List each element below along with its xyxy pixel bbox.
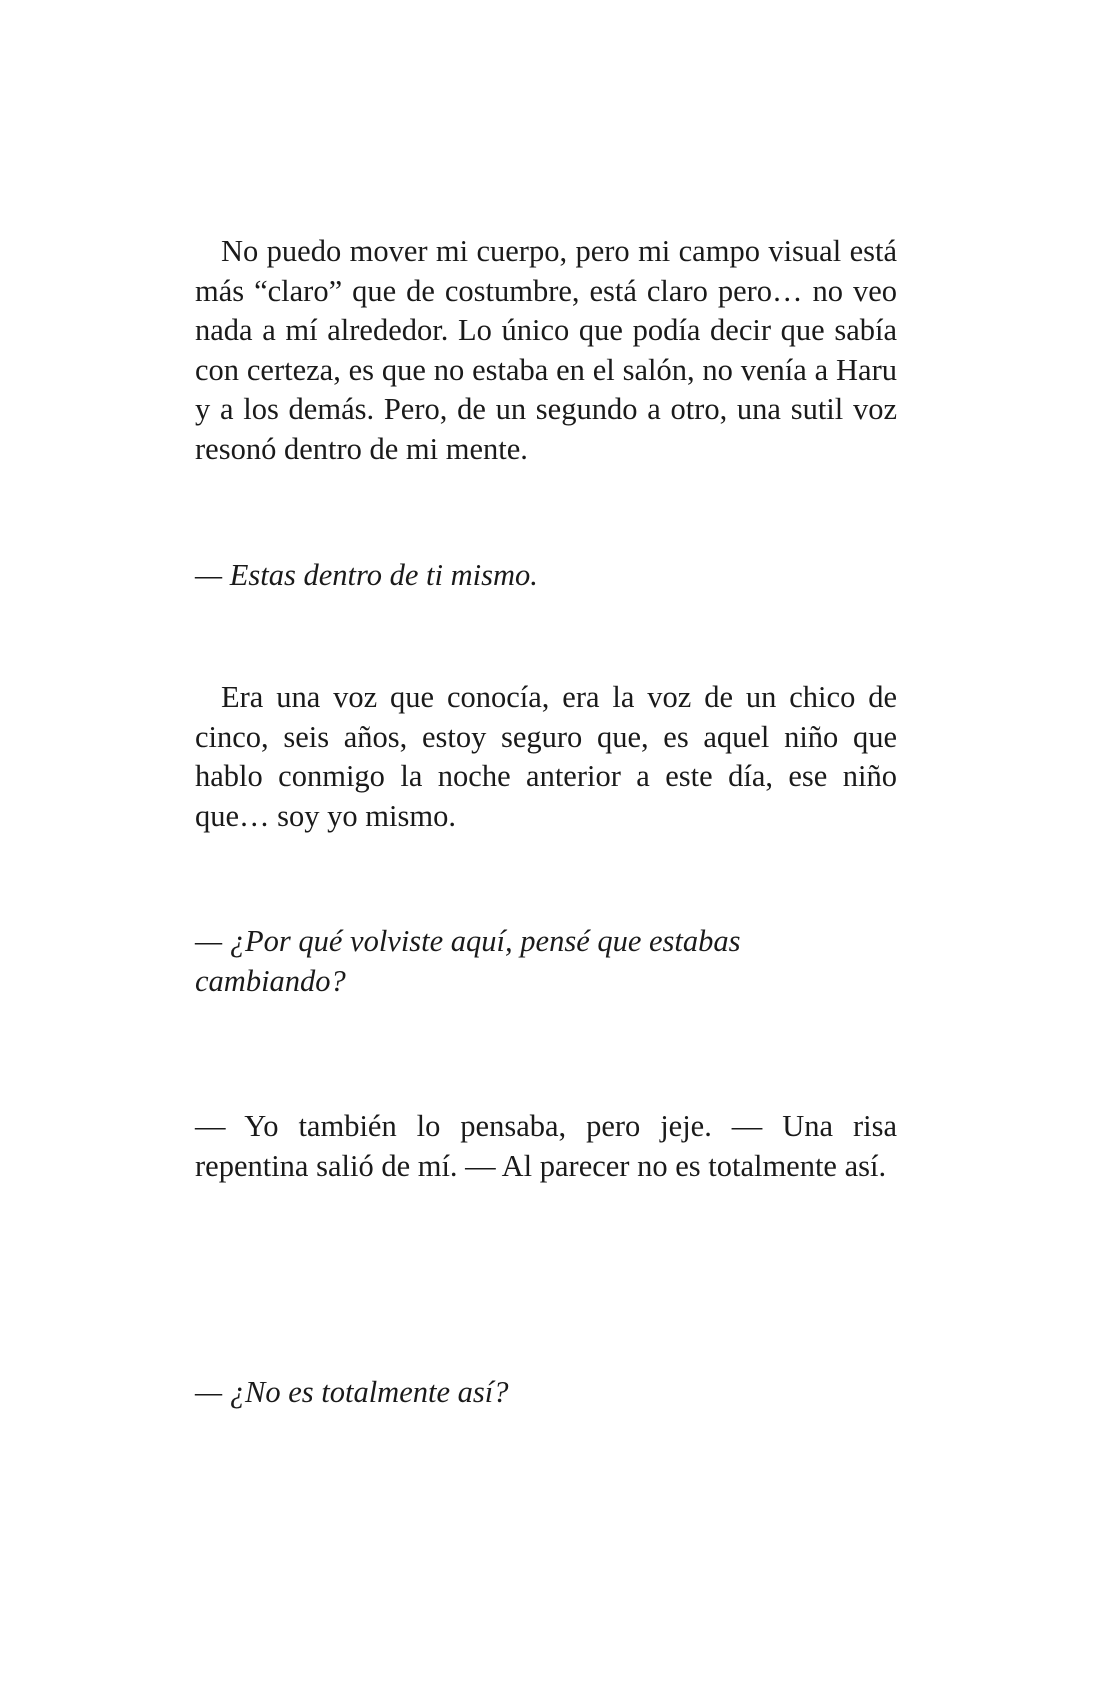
dialogue-paragraph: — Yo también lo pensaba, pero jeje. — Una risa repentina salió de mí. — Al parecer no es totalmente así.: [195, 1109, 897, 1183]
narration-paragraph-2: Era una voz que conocía, era la voz de un chico de cinco, seis años, estoy seguro que, es aquel niño que hablo conmigo la noche anterior a este día, ese niño que… soy yo mismo.: [195, 680, 897, 833]
narration-paragraph-1: No puedo mover mi cuerpo, pero mi campo visual está más “claro” que de costumbre, está claro pero… no veo nada a mí alrededor. Lo único que podía decir que sabía con certeza, es que no estaba en el salón, no venía a Haru y a los demás. Pero, de un segundo a otro, una sutil voz resonó dentro de mi mente.: [195, 234, 897, 466]
inner-voice-line-3: — ¿No es totalmente así?: [195, 1375, 509, 1409]
inner-voice-line-2: — ¿Por qué volviste aquí, pensé que estabas cambiando?: [195, 924, 741, 998]
inner-voice-line-1: — Estas dentro de ti mismo.: [195, 558, 538, 592]
